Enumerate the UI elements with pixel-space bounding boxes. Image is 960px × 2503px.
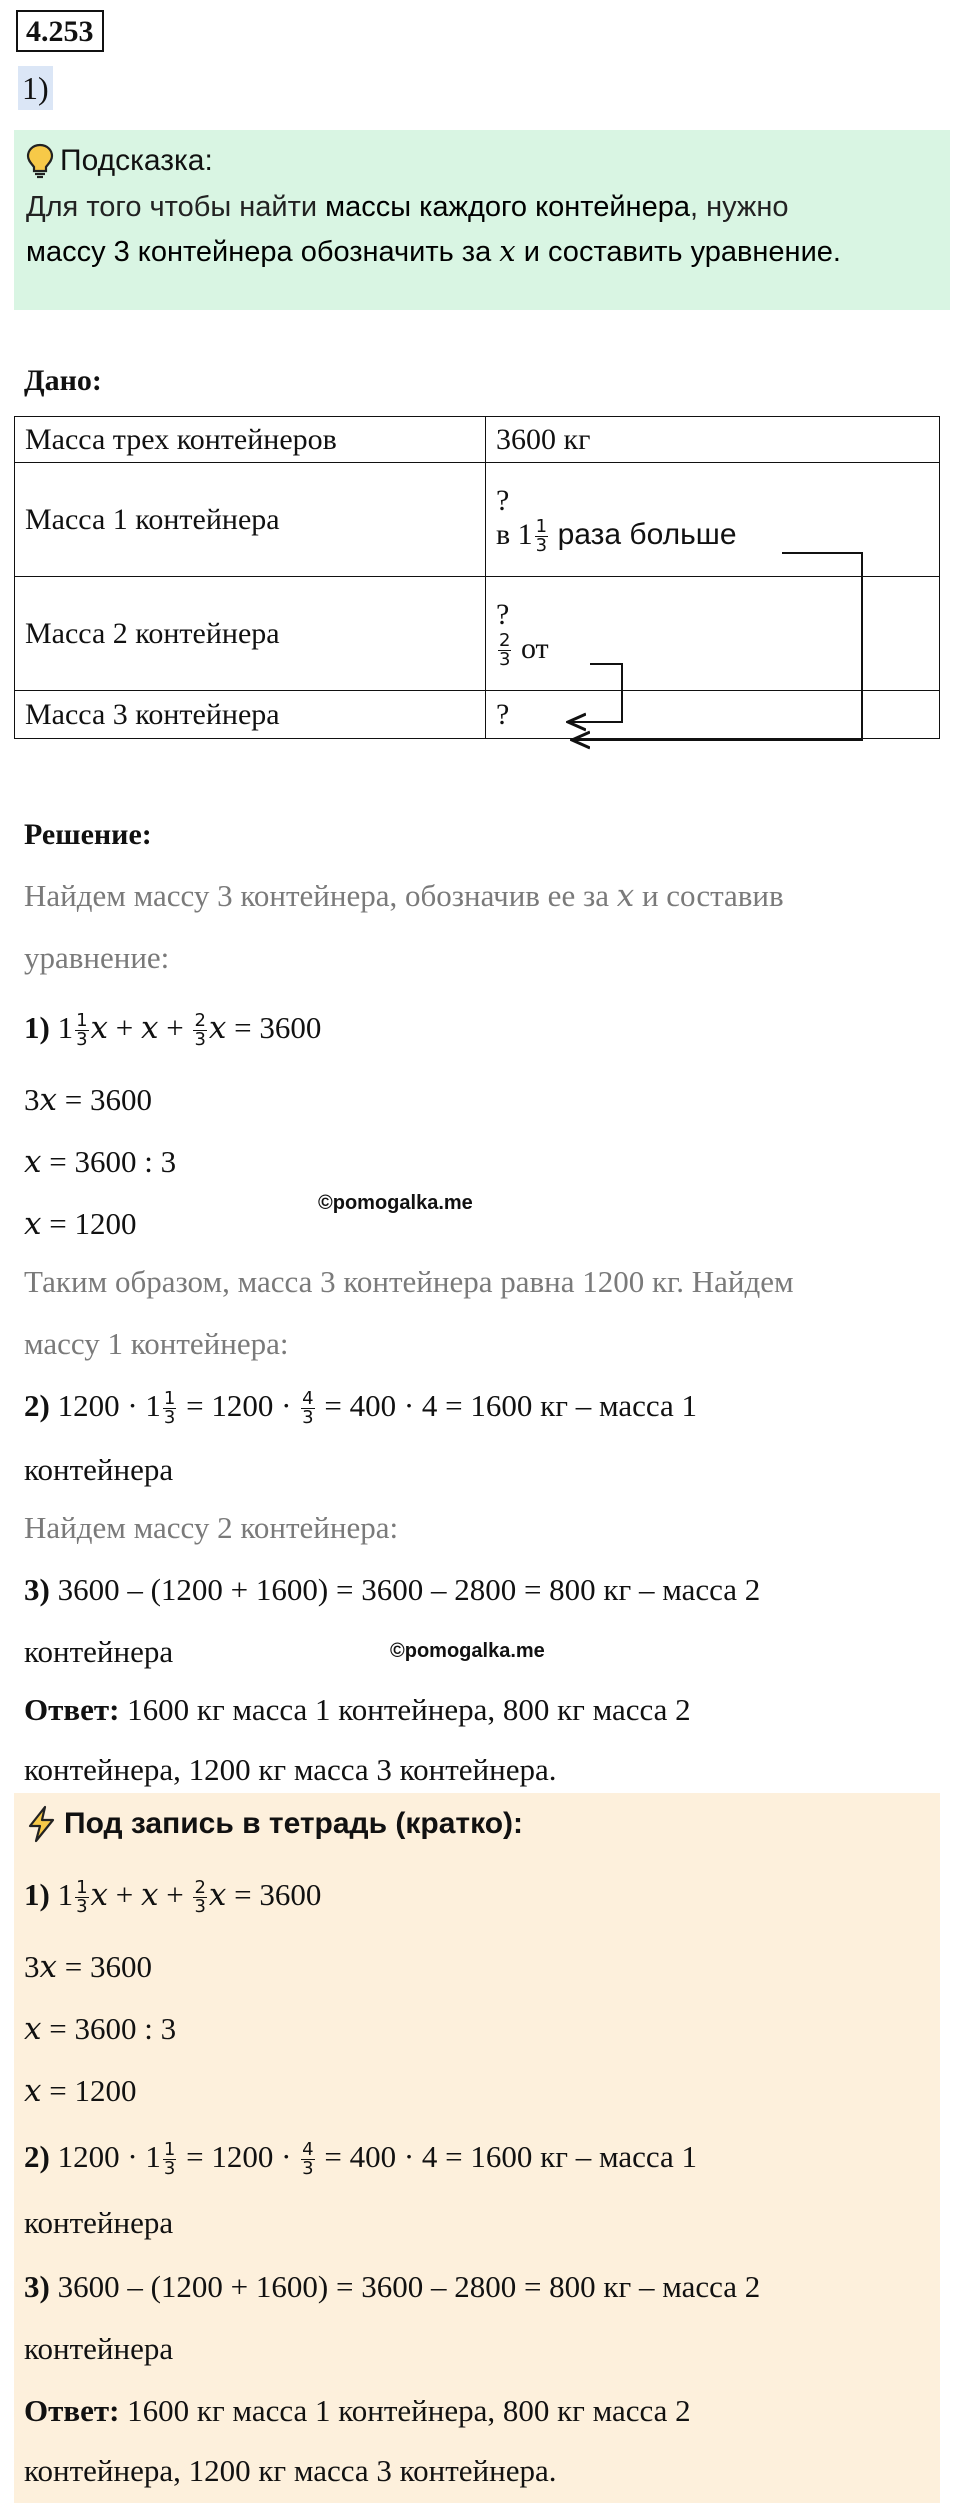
solution-intro-1: Найдем массу 3 контейнера, обозначив ее за 𝑥 и составив <box>24 878 784 914</box>
relation-arrows <box>0 0 960 760</box>
arrow-1 <box>572 553 862 740</box>
notebook-title-text: Под запись в тетрадь (кратко): <box>64 1807 524 1840</box>
hint-text-2a: массу 3 контейнера обозначить за <box>26 236 500 268</box>
given-value: 3600 кг <box>486 417 940 463</box>
given-q: ? <box>496 483 510 517</box>
solution-intro-2: уравнение: <box>24 940 170 975</box>
given-q: ? <box>496 597 510 631</box>
hint-text-1b: массы каждого контейнера <box>325 191 690 223</box>
answer-1: Ответ: 1600 кг масса 1 контейнера, 800 кг масса 2 <box>24 1692 691 1727</box>
hint-x: 𝑥 <box>499 234 516 268</box>
notebook-box <box>14 1793 940 2503</box>
answer-2: контейнера, 1200 кг масса 3 контейнера. <box>24 1752 557 1787</box>
arrow-2 <box>568 664 622 722</box>
given-value: ? <box>486 691 940 739</box>
fraction: $\frac{1}{3}$ <box>535 516 548 557</box>
notebook-title <box>26 1805 523 1843</box>
given-name: Масса трех контейнеров <box>15 417 486 463</box>
nb-eq-2: 3𝑥 = 3600 <box>24 1949 152 1985</box>
given-name: Масса 3 контейнера <box>15 691 486 739</box>
part-label: 1) <box>18 66 53 110</box>
given-name: Масса 1 контейнера <box>15 463 486 577</box>
nb-eq-4: 𝑥 = 1200 <box>24 2073 137 2109</box>
given-post: от <box>520 631 549 665</box>
hint-text-2c: составить уравнение <box>547 236 833 268</box>
watermark: ©pomogalka.me <box>390 1640 545 1662</box>
hint-title-text: Подсказка: <box>60 144 213 177</box>
given-name: Масса 2 контейнера <box>15 577 486 691</box>
mid-text-2: массу 1 контейнера: <box>24 1326 289 1361</box>
nb-step-3: 3) 3600 – (1200 + 1600) = 3600 – 2800 = 800 кг – масса 2 <box>24 2269 761 2304</box>
nb-answer-2: контейнера, 1200 кг масса 3 контейнера. <box>24 2453 557 2488</box>
given-post: раза больше <box>557 517 737 551</box>
nb-step-1: 1) 1 $\frac{1}{3}$ 𝑥 + 𝑥 + $\frac{2}{3}$ 𝑥 = 3600 <box>24 1877 322 1918</box>
hint-text-1a: Для того чтобы найти <box>26 191 326 223</box>
watermark: ©pomogalka.me <box>318 1192 473 1214</box>
given-pre: в 1 <box>496 517 533 551</box>
nb-answer-1: Ответ: 1600 кг масса 1 контейнера, 800 кг масса 2 <box>24 2393 691 2428</box>
hint-text-2b: и <box>515 236 548 268</box>
hint-text-1c: , нужно <box>689 191 789 223</box>
mid-text-1: Таким образом, масса 3 контейнера равна 1200 кг. Найдем <box>24 1264 794 1299</box>
task-number: 4.253 <box>16 10 104 52</box>
eq-3: 𝑥 = 3600 : 3 <box>24 1144 177 1180</box>
nb-step-3-cont: контейнера <box>24 2331 174 2366</box>
step-3: 3) 3600 – (1200 + 1600) = 3600 – 2800 = 800 кг – масса 2 <box>24 1572 761 1607</box>
lightning-icon <box>26 1805 56 1843</box>
nb-step-2: 2) 1200 · 1 $\frac{1}{3}$ = 1200 · $\frac{4}{3}$ = 400 · 4 = 1600 кг – масса 1 <box>24 2139 698 2180</box>
eq-2: 3𝑥 = 3600 <box>24 1082 152 1118</box>
nb-eq-3: 𝑥 = 3600 : 3 <box>24 2011 177 2047</box>
nb-step-2-cont: контейнера <box>24 2205 174 2240</box>
step-2: 2) 1200 · 1 $\frac{1}{3}$ = 1200 · $\frac{4}{3}$ = 400 · 4 = 1600 кг – масса 1 <box>24 1388 698 1429</box>
step-2-cont: контейнера <box>24 1452 174 1487</box>
step-1: 1) 1 $\frac{1}{3}$ 𝑥 + 𝑥 + $\frac{2}{3}$ 𝑥 = 3600 <box>24 1010 322 1051</box>
step-3-cont: контейнера <box>24 1634 174 1669</box>
fraction: $\frac{2}{3}$ <box>499 630 511 671</box>
given-label: Дано: <box>24 364 102 397</box>
solution-label: Решение: <box>24 818 152 851</box>
eq-4: 𝑥 = 1200 <box>24 1206 137 1242</box>
hint-text-2d: . <box>832 236 841 268</box>
mid-text-3: Найдем массу 2 контейнера: <box>24 1510 399 1545</box>
